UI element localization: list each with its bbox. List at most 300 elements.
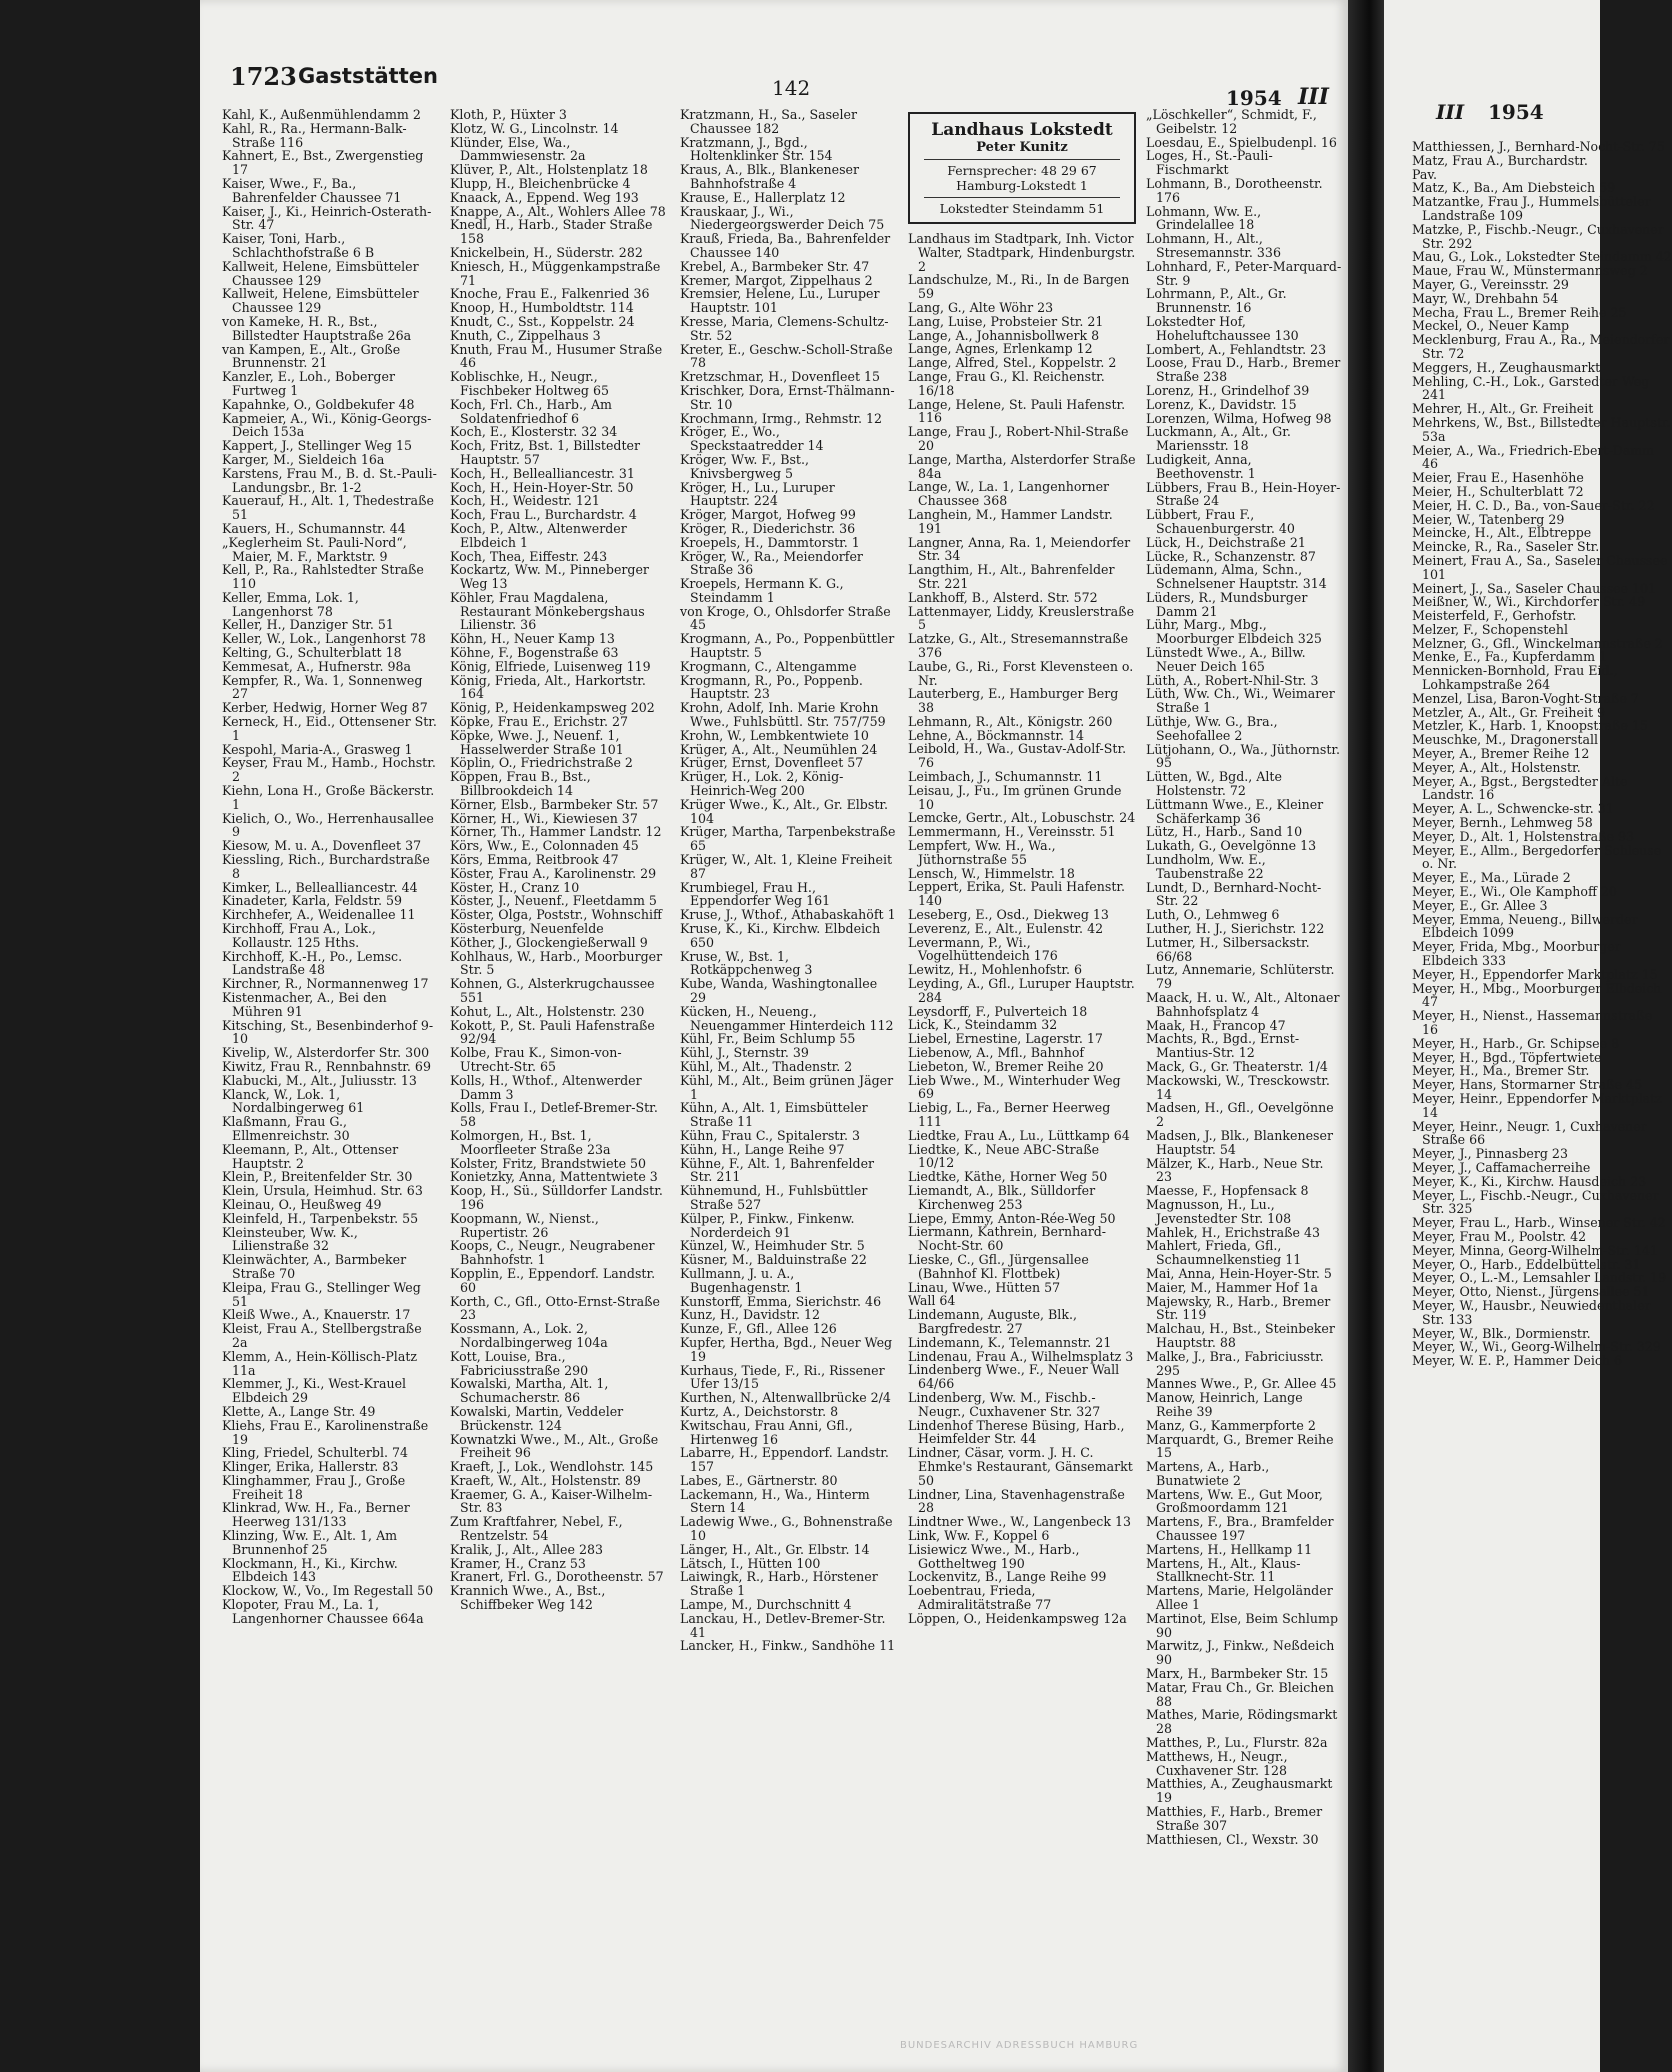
directory-entry: Koop, H., Sü., Sülldorfer Landstr. 196: [450, 1183, 663, 1212]
directory-entry: Kolbe, Frau K., Simon-von-Utrecht-Str. 65: [450, 1045, 622, 1074]
directory-entry: Krebel, A., Barmbeker Str. 47: [680, 258, 870, 274]
directory-entry: Kirchhoff, K.-H., Po., Lemsc. Landstraße 48: [222, 948, 403, 978]
directory-entry: Koops, C., Neugr., Neugrabener Bahnhofstr. 1: [450, 1238, 655, 1268]
directory-entry: Langthim, H., Alt., Bahrenfelder Str. 221: [908, 562, 1115, 591]
directory-entry: Leysdorff, F., Pulverteich 18: [908, 1003, 1088, 1019]
directory-entry: Maesse, F., Hopfensack 8: [1146, 1183, 1309, 1199]
directory-entry: Kemmesat, A., Hufnerstr. 98a: [222, 658, 412, 674]
directory-entry: Matzantke, Frau J., Hummelsbütteler Landstraße 109: [1412, 194, 1651, 223]
directory-entry: Koch, Frl. Ch., Harb., Am Soldatenfriedhof 6: [450, 396, 612, 426]
directory-entry: Martens, Marie, Helgoländer Allee 1: [1146, 1583, 1333, 1613]
directory-entry: Lattenmayer, Liddy, Kreuslerstraße 5: [908, 603, 1135, 633]
directory-entry: Matthews, H., Neugr., Cuxhavener Str. 128: [1146, 1748, 1288, 1778]
directory-entry: Kühl, M., Alt., Beim grünen Jäger 1: [680, 1072, 894, 1102]
directory-entry: Kleinsteuber, Ww. K., Lilienstraße 32: [222, 1224, 358, 1254]
right-year-label: 1954: [1488, 100, 1544, 124]
directory-entry: Lewitz, H., Mohlenhofstr. 6: [908, 962, 1083, 978]
directory-entry: Klemmer, J., Ki., West-Krauel Elbdeich 29: [222, 1376, 407, 1406]
directory-entry: Külper, P., Finkw., Finkenw. Norderdeich 91: [680, 1210, 855, 1240]
directory-entry: Liedtke, K., Neue ABC-Straße 10/12: [908, 1141, 1100, 1171]
directory-entry: Meyer, E., Allm., Bergedorfer Schleuse o. Nr.: [1412, 842, 1662, 872]
directory-entry: Matz, K., Ba., Am Diebsteich 59: [1412, 180, 1616, 196]
directory-entry: Krüger Wwe., K., Alt., Gr. Elbstr. 104: [680, 796, 889, 826]
directory-entry: Meggers, H., Zeughausmarkt: [1412, 359, 1601, 375]
directory-entry: Lieske, C., Gfl., Jürgensallee (Bahnhof Kl. Flottbek): [908, 1251, 1089, 1281]
directory-entry: Kloth, P., Hüxter 3: [450, 107, 567, 122]
directory-entry: Landhaus im Stadtpark, Inh. Victor Walter, Stadtpark, Hindenburgstr. 2: [908, 231, 1136, 274]
directory-entry: Loose, Frau D., Harb., Bremer Straße 238: [1146, 355, 1341, 385]
directory-entry: Köhne, F., Bogenstraße 63: [450, 645, 619, 661]
directory-entry: Lempfert, Ww. H., Wa., Jüthornstraße 55: [908, 838, 1056, 867]
directory-entry: Meyer, Heinr., Neugr. 1, Cuxhavener Straße 66: [1412, 1118, 1647, 1148]
directory-entry: „Keglerheim St. Pauli-Nord“, Maier, M. F., Marktstr. 9: [222, 534, 407, 564]
directory-entry: Maier, M., Hammer Hof 1a: [1146, 1279, 1319, 1295]
directory-entry: Kowalski, Martin, Veddeler Brückenstr. 124: [450, 1403, 624, 1433]
directory-entry: Körner, H., Wi., Kiewiesen 37: [450, 810, 638, 826]
directory-entry: Kühl, M., Alt., Thadenstr. 2: [680, 1058, 853, 1074]
directory-entry: Meier, A., Wa., Friedrich-Ebert-Damm 46: [1412, 442, 1655, 472]
directory-entry: Kolls, Frau I., Detlef-Bremer-Str. 58: [450, 1100, 658, 1130]
directory-entry: Marx, H., Barmbeker Str. 15: [1146, 1666, 1329, 1682]
directory-entry: Lohrmann, P., Alt., Gr. Brunnenstr. 16: [1146, 286, 1287, 316]
directory-entry: Kurhaus, Tiede, F., Ri., Rissener Ufer 13/15: [680, 1362, 885, 1392]
directory-entry: Kitsching, St., Besenbinderhof 9-10: [222, 1017, 434, 1047]
directory-entry: Maak, H., Francop 47: [1146, 1017, 1286, 1033]
directory-entry: Kelting, G., Schulterblatt 18: [222, 645, 402, 661]
directory-entry: Krohn, W., Lembkentwiete 10: [680, 727, 869, 743]
directory-entry: Körner, Th., Hammer Landstr. 12: [450, 824, 662, 840]
directory-entry: Meyer, Emma, Neueng., Billwerder Elbdeich 1099: [1412, 911, 1638, 941]
directory-entry: von Kameke, H. R., Bst., Billstedter Hauptstraße 26a: [222, 313, 412, 343]
directory-entry: Meyer, Hans, Stormarner Straße 45: [1412, 1077, 1643, 1093]
directory-entry: Metzler, K., Harb. 1, Knoopstraße 15: [1412, 718, 1648, 734]
directory-entry: Leppert, Erika, St. Pauli Hafenstr. 140: [908, 879, 1126, 909]
directory-entry: Kraeft, W., Alt., Holstenstr. 89: [450, 1472, 641, 1488]
directory-entry: Lange, Agnes, Erlenkamp 12: [908, 341, 1093, 357]
directory-entry: Lätsch, I., Hütten 100: [680, 1555, 821, 1571]
directory-entry: Kühne, F., Alt. 1, Bahrenfelder Str. 211: [680, 1155, 875, 1185]
right-volume-label: III: [1436, 100, 1465, 124]
directory-entry: Kwitschau, Frau Anni, Gfl., Hirtenweg 16: [680, 1417, 853, 1447]
directory-entry: Kupfer, Hertha, Bgd., Neuer Weg 19: [680, 1334, 893, 1364]
directory-entry: Labarre, H., Eppendorf. Landstr. 157: [680, 1445, 889, 1475]
directory-entry: Koopmann, W., Nienst., Rupertistr. 26: [450, 1210, 599, 1240]
directory-entry: Kramer, H., Cranz 53: [450, 1555, 586, 1571]
directory-entry: von Kroge, O., Ohlsdorfer Straße 45: [680, 603, 891, 633]
directory-entry: Kahl, R., Ra., Hermann-Balk-Straße 116: [222, 120, 407, 150]
column-1: [222, 108, 437, 2048]
directory-entry: Kott, Louise, Bra., Fabriciusstraße 290: [450, 1348, 589, 1378]
directory-entry: Mathes, Marie, Rödingsmarkt 28: [1146, 1707, 1338, 1737]
directory-entry: Kapmeier, A., Wi., König-Georgs-Deich 153a: [222, 410, 432, 440]
directory-entry: Meyer, W., Wi., Georg-Wilhelm-Str. 329: [1412, 1339, 1661, 1355]
directory-entry: Kleipa, Frau G., Stellinger Weg 51: [222, 1279, 421, 1309]
directory-entry: Leimbach, J., Schumannstr. 11: [908, 769, 1103, 785]
directory-entry: Meier, W., Tatenberg 29: [1412, 511, 1565, 527]
directory-entry: Levermann, P., Wi., Vogelhüttendeich 176: [908, 934, 1058, 964]
directory-entry: Laiwingk, R., Harb., Hörstener Straße 1: [680, 1569, 878, 1599]
directory-entry: Kempfer, R., Wa. 1, Sonnenweg 27: [222, 672, 423, 702]
directory-entry: Ludigkeit, Anna, Beethovenstr. 1: [1146, 451, 1256, 481]
directory-entry: Leseberg, E., Osd., Diekweg 13: [908, 907, 1109, 923]
directory-entry: Kunz, H., Davidstr. 12: [680, 1307, 820, 1323]
directory-entry: Meyer, W. E. P., Hammer Deich 6: [1412, 1353, 1623, 1369]
directory-entry: Meier, Frau E., Hasenhöhe: [1412, 470, 1584, 486]
directory-entry: Klinghammer, Frau J., Große Freiheit 18: [222, 1472, 406, 1502]
page-code: 1723: [230, 62, 297, 91]
directory-entry: Kleist, Frau A., Stellbergstraße 2a: [222, 1321, 422, 1350]
directory-entry: Krogmann, A., Po., Poppenbüttler Hauptstr. 5: [680, 631, 895, 661]
directory-entry: Kauerauf, H., Alt. 1, Thedestraße 51: [222, 493, 434, 523]
directory-entry: Mennicken-Bornhold, Frau Eid., Lohkampstraße 264: [1412, 663, 1618, 693]
directory-entry: Lindemann, Auguste, Blk., Bargfredestr. 27: [908, 1307, 1077, 1336]
directory-entry: Klabucki, M., Alt., Juliusstr. 13: [222, 1072, 417, 1088]
directory-entry: Köhn, H., Neuer Kamp 13: [450, 631, 615, 647]
directory-entry: Kleinwächter, A., Barmbeker Straße 70: [222, 1252, 407, 1281]
directory-entry: Kröger, Margot, Hofweg 99: [680, 507, 856, 523]
directory-entry: Lindenau, Frau A., Wilhelmsplatz 3: [908, 1348, 1134, 1364]
directory-entry: Lüdemann, Alma, Schn., Schnelsener Hauptstr. 314: [1146, 562, 1327, 592]
directory-entry: Köplin, O., Friedrichstraße 2: [450, 755, 633, 771]
directory-entry: Koblischke, H., Neugr., Fischbeker Holtweg 65: [450, 369, 609, 398]
directory-entry: Kleinfeld, H., Tarpenbekstr. 55: [222, 1210, 419, 1226]
directory-entry: Lindtner Wwe., W., Langenbeck 13: [908, 1514, 1131, 1530]
directory-entry: Kauers, H., Schumannstr. 44: [222, 520, 406, 536]
directory-entry: Kralik, J., Alt., Allee 283: [450, 1541, 604, 1557]
directory-entry: Kappert, J., Stellinger Weg 15: [222, 438, 412, 454]
directory-entry: Kunze, F., Gfl., Allee 126: [680, 1321, 837, 1337]
directory-entry: Lokstedter Hof, Hoheluftchaussee 130: [1146, 313, 1299, 343]
directory-entry: Laube, G., Ri., Forst Klevensteen o. Nr.: [908, 658, 1134, 688]
directory-entry: Meyer, Frau L., Harb., Winsener Str. 42: [1412, 1215, 1666, 1231]
directory-entry: Link, Ww. F., Koppel 6: [908, 1527, 1050, 1543]
directory-entry: Lübbert, Frau F., Schauenburgerstr. 40: [1146, 507, 1295, 536]
directory-entry: Kirchner, R., Normannenweg 17: [222, 976, 429, 992]
directory-entry: Kretzschmar, H., Dovenfleet 15: [680, 369, 881, 385]
directory-entry: Mälzer, K., Harb., Neue Str. 23: [1146, 1155, 1324, 1185]
directory-entry: Mecklenburg, Frau A., Ra., Meiendorfer Str. 72: [1412, 332, 1670, 361]
directory-entry: Lütjohann, O., Wa., Jüthornstr. 95: [1146, 741, 1341, 771]
directory-entry: Krumbiegel, Frau H., Eppendorfer Weg 161: [680, 879, 831, 909]
directory-entry: Karstens, Frau M., B. d. St.-Pauli-Landungsbr., Br. 1-2: [222, 465, 437, 495]
directory-entry: Kroepels, Hermann K. G., Steindamm 1: [680, 576, 844, 605]
directory-entry: Karger, M., Sieldeich 16a: [222, 451, 385, 467]
directory-entry: Matthies, F., Harb., Bremer Straße 307: [1146, 1804, 1323, 1833]
directory-entry: Löppen, O., Heidenkampsweg 12a: [908, 1610, 1127, 1626]
directory-entry: Meyer, Otto, Nienst., Jürgensallee 51: [1412, 1284, 1650, 1300]
directory-entry: Klanck, W., Lok. 1, Nordalbingerweg 61: [222, 1086, 365, 1116]
directory-entry: Liebeton, W., Bremer Reihe 20: [908, 1058, 1104, 1074]
directory-entry: Kerneck, H., Eid., Ottensener Str. 1: [222, 714, 437, 743]
directory-entry: Klinzing, Ww. E., Alt. 1, Am Brunnenhof 25: [222, 1528, 398, 1557]
directory-entry: Klupp, H., Bleichenbrücke 4: [450, 175, 631, 191]
directory-entry: Knoop, H., Humboldtstr. 114: [450, 300, 634, 316]
directory-entry: Lick, K., Steindamm 32: [908, 1017, 1058, 1033]
directory-entry: Lemcke, Gertr., Alt., Lobuschstr. 24: [908, 810, 1136, 826]
directory-entry: Kraus, A., Blk., Blankeneser Bahnhofstraße 4: [680, 162, 860, 191]
directory-entry: Lang, Luise, Probsteier Str. 21: [908, 313, 1104, 329]
directory-entry: Lanckau, H., Detlev-Bremer-Str. 41: [680, 1610, 886, 1640]
directory-entry: Meuschke, M., Dragonerstall: [1412, 732, 1599, 748]
directory-entry: Pav.: [1412, 166, 1438, 182]
directory-entry: Meißner, W., Wi., Kirchdorfer Str. 49: [1412, 594, 1646, 610]
directory-entry: Lehmann, R., Alt., Königstr. 260: [908, 713, 1113, 729]
directory-entry: Köster, J., Neuenf., Fleetdamm 5: [450, 893, 657, 909]
directory-entry: Kaiser, Wwe., F., Ba., Bahrenfelder Chaussee 71: [222, 175, 402, 205]
directory-entry: Kaiser, Toni, Harb., Schlachthofstraße 6 B: [222, 231, 375, 260]
directory-entry: Malke, J., Bra., Fabriciusstr. 295: [1146, 1348, 1324, 1378]
directory-entry: Lancker, H., Finkw., Sandhöhe 11: [680, 1638, 896, 1654]
directory-entry: Klockow, W., Vo., Im Regestall 50: [222, 1583, 434, 1599]
directory-entry: Kowalski, Martha, Alt. 1, Schumacherstr. 86: [450, 1376, 609, 1406]
directory-entry: Klotz, W. G., Lincolnstr. 14: [450, 120, 619, 136]
directory-entry: Kniesch, H., Müggenkampstraße 71: [450, 258, 661, 288]
directory-entry: Mai, Anna, Hein-Hoyer-Str. 5: [1146, 1265, 1332, 1281]
directory-entry: Mahlek, H., Erichstraße 43: [1146, 1224, 1320, 1240]
landhaus-lokstedt-ad: [908, 112, 1136, 224]
directory-entry: König, P., Heidenkampsweg 202: [450, 700, 655, 716]
directory-entry: Metzler, A., Alt., Gr. Freiheit 9: [1412, 704, 1606, 720]
directory-entry: Meckel, O., Neuer Kamp: [1412, 318, 1570, 334]
directory-entry: Meyer, A., Bremer Reihe 12: [1412, 746, 1590, 762]
directory-entry: Klaßmann, Frau G., Ellmenreichstr. 30: [222, 1114, 350, 1143]
directory-entry: Lübbers, Frau B., Hein-Hoyer-Straße 24: [1146, 479, 1341, 509]
directory-entry: Meincke, H., Alt., Elbtreppe: [1412, 525, 1592, 541]
directory-entry: Martens, H., Alt., Klaus-Stallknecht-Str. 11: [1146, 1555, 1301, 1585]
directory-entry: Lutz, Annemarie, Schlüterstr. 79: [1146, 962, 1335, 992]
directory-entry: Meyer, Bernh., Lehmweg 58: [1412, 815, 1593, 831]
directory-entry: Meyer, E., Gr. Allee 3: [1412, 897, 1548, 913]
directory-entry: Krochmann, Irmg., Rehmstr. 12: [680, 410, 883, 426]
page-number: 142: [772, 76, 811, 100]
directory-entry: Lensch, W., Himmelstr. 18: [908, 865, 1075, 881]
right-page: [1384, 0, 1672, 2072]
directory-entry: Lieb Wwe., M., Winterhuder Weg 69: [908, 1072, 1121, 1102]
directory-entry: Kielich, O., Wo., Herrenhausallee 9: [222, 810, 434, 840]
directory-entry: Leisau, J., Fu., Im grünen Grunde 10: [908, 782, 1122, 812]
directory-entry: Koch, H., Hein-Hoyer-Str. 50: [450, 479, 634, 495]
directory-entry: Mahlert, Frieda, Gfl., Schaumnelkenstieg 11: [1146, 1238, 1302, 1268]
directory-entry: Lemmermann, H., Vereinsstr. 51: [908, 824, 1116, 840]
directory-entry: Meyer, A. L., Schwencke-str. 31: [1412, 801, 1614, 817]
directory-entry: Lindner, Lina, Stavenhagenstraße 28: [908, 1486, 1125, 1516]
directory-entry: Meyer, A., Alt., Holstenstr.: [1412, 759, 1581, 775]
directory-entry: Kahl, K., Außenmühlendamm 2: [222, 107, 421, 122]
directory-entry: Lindenberg Wwe., F., Neuer Wall 64/66: [908, 1362, 1120, 1392]
directory-entry: Köpke, Wwe. J., Neuenf. 1, Hasselwerder Straße 101: [450, 727, 624, 757]
directory-entry: Kühn, Frau C., Spitalerstr. 3: [680, 1127, 861, 1143]
left-page: [200, 0, 1348, 2072]
directory-entry: Majewsky, R., Harb., Bremer Str. 119: [1146, 1293, 1331, 1323]
directory-entry: Marquardt, G., Bremer Reihe 15: [1146, 1431, 1334, 1461]
directory-entry: Kröger, H., Lu., Luruper Hauptstr. 224: [680, 479, 835, 509]
ad-divider: [924, 197, 1120, 198]
directory-entry: Koch, H., Bellealliancestr. 31: [450, 465, 635, 481]
directory-entry: Kahnert, E., Bst., Zwergenstieg 17: [222, 148, 424, 178]
directory-entry: Köther, J., Glockengießerwall 9: [450, 934, 648, 950]
directory-entry: Kiessling, Rich., Burchardstraße 8: [222, 852, 430, 881]
section-title: Gaststätten: [298, 64, 438, 88]
directory-entry: Knudt, C., Sst., Koppelstr. 24: [450, 313, 635, 329]
directory-entry: Köppen, Frau B., Bst., Billbrookdeich 14: [450, 769, 591, 799]
directory-entry: Meyer, J., Pinnasberg 23: [1412, 1146, 1568, 1162]
directory-entry: Krischker, Dora, Ernst-Thälmann-Str. 10: [680, 382, 895, 412]
directory-entry: Kruse, W., Bst. 1, Rotkäppchenweg 3: [680, 948, 813, 978]
directory-entry: Liebig, L., Fa., Berner Heerweg 111: [908, 1100, 1111, 1129]
directory-entry: Meyer, H., Bgd., Töpfertwiete: [1412, 1049, 1602, 1065]
column-4: [908, 108, 1136, 2048]
directory-entry: Lang, G., Alte Wöhr 23: [908, 299, 1054, 315]
directory-entry: Meyer, W., Hausbr., Neuwiedenthaler Str. 133: [1412, 1297, 1651, 1327]
directory-entry: Martens, A., Harb., Bunatwiete 2: [1146, 1459, 1270, 1488]
directory-entry: Meyer, O., Harb., Eddelbüttelstr. 31: [1412, 1256, 1641, 1272]
directory-entry: Langhein, M., Hammer Landstr. 191: [908, 506, 1113, 536]
directory-entry: Mannes Wwe., P., Gr. Allee 45: [1146, 1376, 1337, 1392]
directory-entry: Madsen, J., Blk., Blankeneser Hauptstr. 54: [1146, 1127, 1333, 1157]
book-gutter: [1348, 0, 1384, 2072]
year-label: 1954: [1226, 86, 1282, 110]
directory-entry: Lohmann, Ww. E., Grindelallee 18: [1146, 203, 1262, 233]
directory-entry: Kruse, J., Wthof., Athabaskahöft 1: [680, 907, 896, 923]
directory-entry: Kockartz, Ww. M., Pinneberger Weg 13: [450, 562, 649, 592]
directory-entry: Koch, Fritz, Bst. 1, Billstedter Hauptstr. 57: [450, 438, 641, 467]
directory-entry: Keller, Emma, Lok. 1, Langenhorst 78: [222, 589, 359, 619]
directory-entry: Klemm, A., Hein-Köllisch-Platz 11a: [222, 1348, 418, 1378]
column-5: [1146, 108, 1342, 2048]
directory-entry: Meyer, E., Ma., Lürade 2: [1412, 870, 1571, 886]
directory-entry: Krüger, A., Alt., Neumühlen 24: [680, 741, 878, 757]
directory-entry: Linau, Wwe., Hütten 57: [908, 1279, 1061, 1295]
directory-entry: Meyer, H., Ma., Bremer Str.: [1412, 1063, 1590, 1079]
directory-entry: Kolster, Fritz, Brandstwiete 50: [450, 1155, 647, 1171]
directory-entry: Menzel, Lisa, Baron-Voght-Straße 7: [1412, 690, 1639, 706]
directory-entry: Meyer, W., Blk., Dormienstr.: [1412, 1325, 1591, 1341]
directory-entry: Melzner, G., Gfl., Winckelmannstraße 2: [1412, 635, 1663, 651]
directory-entry: Körs, Ww., E., Colonnaden 45: [450, 838, 639, 854]
directory-entry: Küsner, M., Balduinstraße 22: [680, 1252, 867, 1268]
directory-entry: Knoche, Frau E., Falkenried 36: [450, 286, 650, 302]
directory-entry: Kerber, Hedwig, Horner Weg 87: [222, 700, 428, 716]
directory-entry: Leyding, A., Gfl., Luruper Hauptstr. 284: [908, 976, 1135, 1005]
directory-entry: Lindenhof Therese Büsing, Harb., Heimfelder Str. 44: [908, 1417, 1125, 1447]
directory-entry: Loesdau, E., Spielbudenpl. 16: [1146, 134, 1337, 150]
directory-entry: „Löschkeller“, Schmidt, F., Geibelstr. 12: [1146, 107, 1317, 136]
directory-entry: Meincke, R., Ra., Saseler Str.: [1412, 539, 1600, 555]
directory-entry: Kiehn, Lona H., Große Bäckerstr. 1: [222, 783, 435, 812]
directory-entry: Loebentrau, Frieda, Admiralitätstraße 77: [908, 1583, 1052, 1612]
directory-entry: Körs, Emma, Reitbrook 47: [450, 852, 619, 868]
directory-entry: Liebenow, A., Mfl., Bahnhof: [908, 1045, 1085, 1061]
directory-entry: Meyer, K., Ki., Kirchw. Hausdeich 23: [1412, 1173, 1647, 1189]
directory-entry: Kistenmacher, A., Bei den Mühren 91: [222, 990, 387, 1019]
directory-entry: Meyer, L., Fischb.-Neugr., Cuxhavener Str. 325: [1412, 1187, 1659, 1217]
directory-entry: Mecha, Frau L., Bremer Reihe 25: [1412, 304, 1627, 320]
directory-entry: Lockenvitz, B., Lange Reihe 99: [908, 1569, 1107, 1585]
directory-entry: Knaack, A., Eppend. Weg 193: [450, 189, 639, 205]
directory-entry: Kivelip, W., Alsterdorfer Str. 300: [222, 1045, 430, 1061]
directory-entry: Meyer, H., Mbg., Moorburger Elbdeich 47: [1412, 980, 1662, 1010]
directory-entry: Krauskaar, J., Wi., Niedergeorgswerder Deich 75: [680, 203, 885, 233]
directory-entry: Martens, Ww. E., Gut Moor, Großmoordamm 121: [1146, 1486, 1323, 1516]
directory-entry: Kresse, Maria, Clemens-Schultz-Str. 52: [680, 313, 889, 343]
directory-entry: Lüthje, Ww. G., Bra., Seehofallee 2: [1146, 714, 1278, 743]
directory-entry: Meinert, J., Sa., Saseler Chaussee 101: [1412, 580, 1657, 596]
directory-entry: Kühnemund, H., Fuhlsbüttler Straße 527: [680, 1183, 868, 1212]
directory-entry: Meinert, Frau A., Sa., Saseler Chaussee 101: [1412, 552, 1668, 582]
directory-entry: Köpke, Frau E., Erichstr. 27: [450, 714, 628, 730]
directory-entry: Kremsier, Helene, Lu., Luruper Hauptstr. 101: [680, 286, 880, 316]
directory-entry: Luckmann, A., Alt., Gr. Mariensstr. 18: [1146, 424, 1291, 454]
directory-entry: Mayr, W., Drehbahn 54: [1412, 290, 1559, 306]
directory-entry: Landschulze, M., Ri., In de Bargen 59: [908, 272, 1130, 302]
directory-entry: Madsen, H., Gfl., Oevelgönne 2: [1146, 1100, 1334, 1130]
directory-entry: Kühl, J., Sternstr. 39: [680, 1045, 809, 1061]
directory-entry: Kröger, W., Ra., Meiendorfer Straße 36: [680, 548, 863, 578]
column-3: [680, 108, 896, 2048]
directory-entry: Leverenz, E., Alt., Eulenstr. 42: [908, 920, 1104, 936]
directory-entry: Kokott, P., St. Pauli Hafenstraße 92/94: [450, 1017, 655, 1047]
directory-entry: Kinadeter, Karla, Feldstr. 59: [222, 893, 402, 909]
directory-entry: Malchau, H., Bst., Steinbeker Hauptstr. 88: [1146, 1321, 1335, 1350]
directory-entry: Lange, A., Johannisbollwerk 8: [908, 327, 1100, 343]
directory-entry: Lück, H., Deichstraße 21: [1146, 534, 1306, 550]
directory-entry: Martens, F., Bra., Bramfelder Chaussee 197: [1146, 1514, 1334, 1544]
directory-entry: Meyer, H., Eppendorfer Marktplatz 15: [1412, 966, 1658, 982]
directory-entry: Lange, Martha, Alsterdorfer Straße 84a: [908, 451, 1136, 481]
directory-entry: Kurtz, A., Deichstorstr. 8: [680, 1403, 839, 1419]
directory-entry: Lohnhard, F., Peter-Marquard-Str. 9: [1146, 258, 1342, 288]
directory-entry: Kiwitz, Frau R., Rennbahnstr. 69: [222, 1058, 431, 1074]
directory-entry: Maack, H. u. W., Alt., Altonaer Bahnhofsplatz 4: [1146, 990, 1340, 1019]
directory-entry: Liebel, Ernestine, Lagerstr. 17: [908, 1031, 1103, 1047]
directory-entry: Zum Kraftfahrer, Nebel, F., Rentzelstr. 54: [450, 1514, 623, 1544]
directory-entry: Kell, P., Ra., Rahlstedter Straße 110: [222, 562, 424, 592]
directory-entry: Meyer, H., Harb., Gr. Schipsee 8: [1412, 1035, 1620, 1051]
directory-entry: Luth, O., Lehmweg 6: [1146, 907, 1280, 923]
directory-entry: Lorenz, H., Grindelhof 39: [1146, 382, 1310, 398]
directory-entry: Lütten, W., Bgd., Alte Holstenstr. 72: [1146, 769, 1282, 799]
directory-entry: Matz, Frau A., Burchardstr.: [1412, 152, 1588, 168]
directory-entry: Lombert, A., Fehlandtstr. 23: [1146, 341, 1327, 357]
directory-entry: Knickelbein, H., Süderstr. 282: [450, 244, 643, 260]
directory-entry: Matthes, P., Lu., Flurstr. 82a: [1146, 1735, 1328, 1751]
directory-entry: Krogmann, R., Po., Poppenb. Hauptstr. 23: [680, 672, 863, 702]
directory-entry: Kroepels, H., Dammtorstr. 1: [680, 534, 860, 550]
directory-entry: Kullmann, J. u. A., Bugenhagenstr. 1: [680, 1265, 803, 1295]
footer-text: BUNDESARCHIV ADRESSBUCH HAMBURG: [900, 2040, 1139, 2051]
directory-entry: Matthiessen, J., Bernhard-Nocht-Str. 75: [1412, 139, 1665, 154]
directory-entry: Klinger, Erika, Hallerstr. 83: [222, 1459, 399, 1475]
directory-entry: Leibold, H., Wa., Gustav-Adolf-Str. 76: [908, 741, 1127, 771]
directory-entry: Kapahnke, O., Goldbekufer 48: [222, 396, 415, 412]
directory-entry: Lüders, R., Mundsburger Damm 21: [1146, 589, 1308, 619]
directory-entry: Kallweit, Helene, Eimsbütteler Chaussee 129: [222, 258, 419, 288]
directory-entry: Koch, H., Weidestr. 121: [450, 493, 600, 509]
directory-entry: Kreter, E., Geschw.-Scholl-Straße 78: [680, 341, 893, 371]
directory-entry: Kube, Wanda, Washingtonallee 29: [680, 976, 878, 1005]
directory-entry: Klein, P., Breitenfelder Str. 30: [222, 1169, 413, 1185]
directory-entry: Meier, H., Schulterblatt 72: [1412, 483, 1584, 499]
directory-entry: Luther, H. J., Sierichstr. 122: [1146, 921, 1325, 937]
directory-entry: Mack, G., Gr. Theaterstr. 1/4: [1146, 1058, 1328, 1074]
directory-entry: Kolls, H., Wthof., Altenwerder Damm 3: [450, 1072, 642, 1102]
directory-entry: Latzke, G., Alt., Stresemannstraße 376: [908, 631, 1129, 660]
directory-entry: Machts, R., Bgd., Ernst-Mantius-Str. 12: [1146, 1031, 1300, 1061]
directory-entry: Meyer, Minna, Georg-Wilhelm-Str. 141: [1412, 1242, 1658, 1258]
directory-entry: Wall 64: [908, 1293, 956, 1309]
directory-entry: Krohn, Adolf, Inh. Marie Krohn Wwe., Fuhlsbüttl. Str. 757/759: [680, 700, 886, 730]
directory-entry: Kallweit, Helene, Eimsbütteler Chaussee 129: [222, 286, 419, 316]
